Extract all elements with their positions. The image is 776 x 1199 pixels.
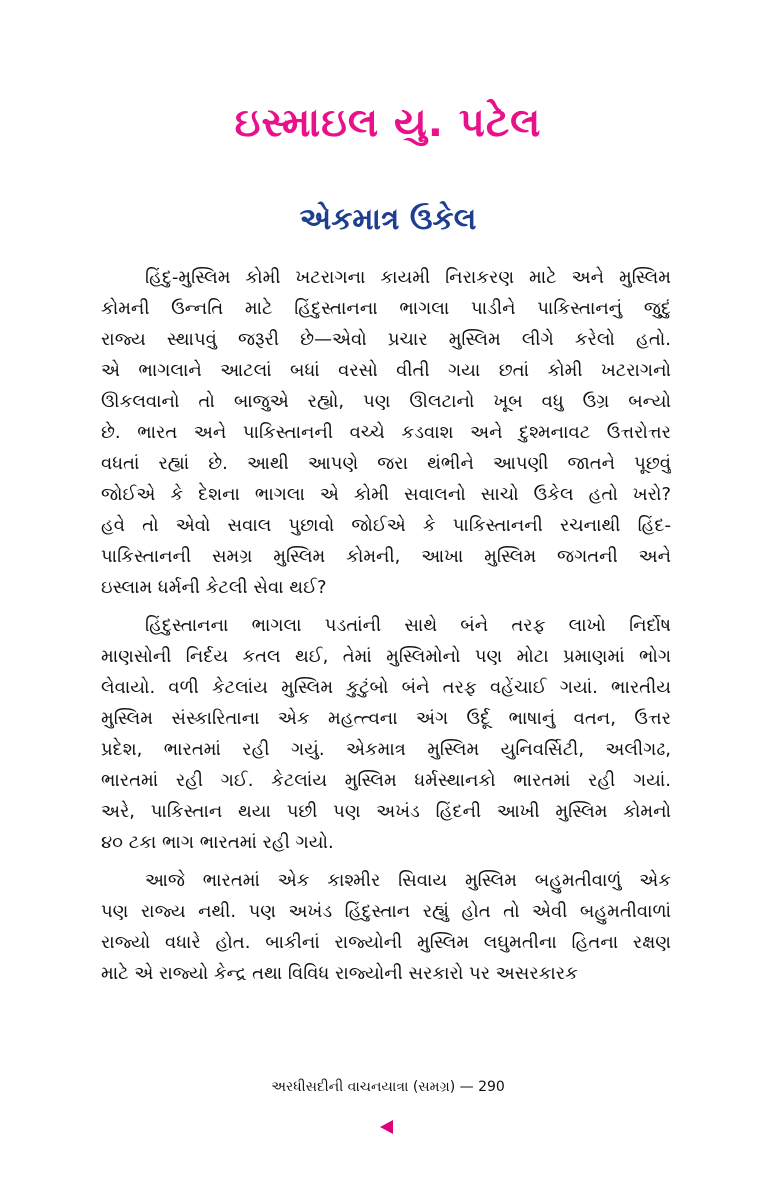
text-line: ભારતમાં રહી ગઈ. કેટલાંય મુસ્લિમ ધર્મસ્થાનકો ભારતમાં રહી ગયાં.	[101, 770, 671, 791]
text-line: વધતાં રહ્યાં છે. આથી આપણે જરા થંભીને આપણી જાતને પૂછવું	[101, 453, 671, 474]
text-line: ઊકલવાનો તો બાજુએ રહ્યો, પણ ઊલટાનો ખૂબ વધુ ઉગ્ર બન્યો	[101, 391, 671, 412]
paragraph	[101, 610, 671, 858]
text-line: હિંદુ-મુસ્લિમ કોમી ખટરાગના કાયમી નિરાકરણ માટે અને મુસ્લિમ	[145, 267, 671, 288]
page-footer: અરધીસદીની વાચનયાત્રા (સમગ્ર) — 290	[271, 1079, 505, 1095]
article-body	[101, 262, 671, 996]
text-line: પાકિસ્તાનની સમગ્ર મુસ્લિમ કોમની, આખા મુસ્લિમ જગતની અને	[101, 546, 671, 567]
text-line: માણસોની નિર્દય કતલ થઈ, તેમાં મુસ્લિમોનો પણ મોટા પ્રમાણમાં ભોગ	[101, 646, 671, 667]
text-line: રાજ્યો વધારે હોત. બાકીનાં રાજ્યોની મુસ્લિમ લઘુમતીના હિતના રક્ષણ	[101, 932, 671, 953]
text-line: રાજ્ય સ્થાપવું જરૂરી છે—એવો પ્રચાર મુસ્લિમ લીગે કરેલો હતો.	[101, 329, 671, 350]
paragraph	[101, 865, 671, 989]
text-line: એ ભાગલાને આટલાં બધાં વરસો વીતી ગયા છતાં કોમી ખટરાગનો	[101, 360, 671, 381]
text-line: હવે તો એવો સવાલ પુછાવો જોઈએ કે પાકિસ્તાનની રચનાથી હિંદ-	[101, 515, 671, 536]
text-line: કોમની ઉન્નતિ માટે હિંદુસ્તાનના ભાગલા પાડીને પાકિસ્તાનનું જુદું	[101, 298, 671, 319]
text-line: પ્રદેશ, ભારતમાં રહી ગયું. એકમાત્ર મુસ્લિમ યુનિવર્સિટી, અલીગઢ,	[101, 739, 671, 760]
paragraph	[101, 262, 671, 603]
text-line: મુસ્લિમ સંસ્કારિતાના એક મહત્ત્વના અંગ ઉર્દૂ ભાષાનું વતન, ઉત્તર	[101, 708, 671, 729]
text-line: લેવાયો. વળી કેટલાંય મુસ્લિમ કુટુંબો બંને તરફ વહેંચાઈ ગયાં. ભારતીય	[101, 677, 671, 698]
text-line: માટે એ રાજ્યો કેન્દ્ર તથા વિવિધ રાજ્યોની સરકારો પર અસરકારક	[101, 963, 578, 984]
author-name: ઇસ્માઇલ યુ. પટેલ	[234, 100, 542, 146]
previous-page-arrow-icon[interactable]	[380, 1120, 393, 1134]
text-line: પણ રાજ્ય નથી. પણ અખંડ હિંદુસ્તાન રહ્યું હોત તો એવી બહુમતીવાળાં	[101, 901, 671, 922]
text-line: આજે ભારતમાં એક કાશ્મીર સિવાય મુસ્લિમ બહુમતીવાળું એક	[145, 870, 671, 891]
article-title: એકમાત્ર ઉકેલ	[299, 202, 477, 237]
text-line: જોઈએ કે દેશના ભાગલા એ કોમી સવાલનો સાચો ઉકેલ હતો ખરો?	[101, 484, 671, 505]
text-line: ૪૦ ટકા ભાગ ભારતમાં રહી ગયો.	[101, 832, 334, 853]
text-line: છે. ભારત અને પાકિસ્તાનની વચ્ચે કડવાશ અને દુશ્મનાવટ ઉત્તરોત્તર	[101, 422, 671, 443]
text-line: અરે, પાકિસ્તાન થયા પછી પણ અખંડ હિંદની આખી મુસ્લિમ કોમનો	[101, 801, 671, 822]
text-line: હિંદુસ્તાનના ભાગલા પડતાંની સાથે બંને તરફ લાખો નિર્દોષ	[145, 615, 671, 636]
text-line: ઇસ્લામ ધર્મની કેટલી સેવા થઈ?	[101, 577, 327, 598]
